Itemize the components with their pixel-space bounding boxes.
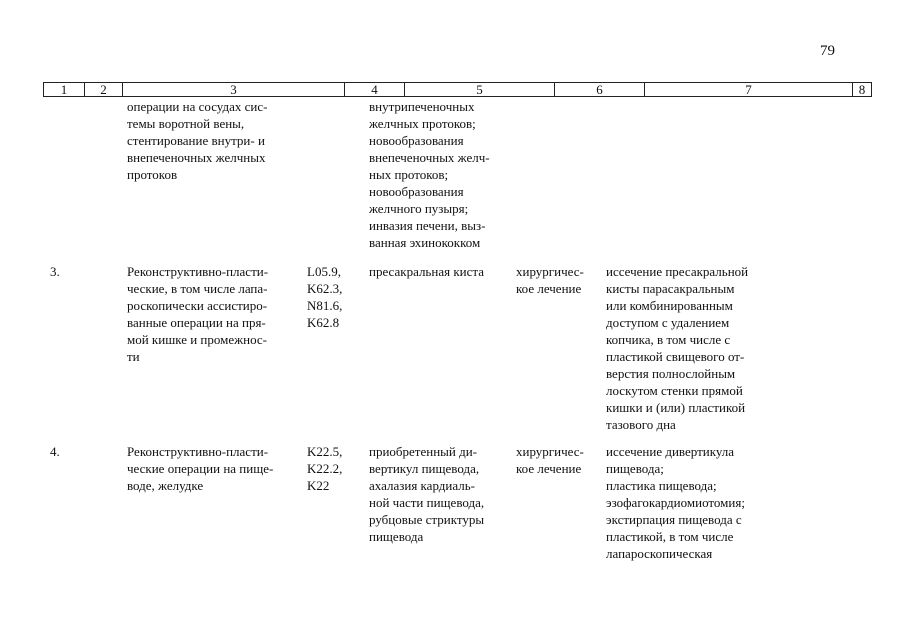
text-line: операции на сосудах сис- xyxy=(127,99,268,114)
header-col-4: 4 xyxy=(345,83,405,96)
row3-col3 xyxy=(127,263,297,365)
text-line: внутрипеченочных xyxy=(369,99,475,114)
text-line: инвазия печени, выз- xyxy=(369,218,486,233)
text-line: воде, желудке xyxy=(127,478,204,493)
text-line: ванные операции на пря- xyxy=(127,315,266,330)
icd-code: N81.6, xyxy=(307,298,343,313)
text-line: роскопически ассистиро- xyxy=(127,298,268,313)
text-line: ванная эхинококком xyxy=(369,235,481,250)
text-line: пластикой, в том числе xyxy=(606,529,734,544)
text-line: ти xyxy=(127,349,140,364)
continuation-col5 xyxy=(369,98,509,251)
icd-code: K22.5, xyxy=(307,444,343,459)
text-line: эзофагокардиомиотомия; xyxy=(606,495,745,510)
text-line: внепеченочных желчных xyxy=(127,150,266,165)
text-line: иссечение дивертикула xyxy=(606,444,735,459)
text-line: протоков xyxy=(127,167,178,182)
icd-code: K22 xyxy=(307,478,330,493)
text-line: лапароскопическая xyxy=(606,546,713,561)
text-line: вертикул пищевода, xyxy=(369,461,480,476)
row4-col5 xyxy=(369,443,509,545)
text-line: кое лечение xyxy=(516,461,582,476)
text-line: кишки и (или) пластикой xyxy=(606,400,746,415)
row4-col3 xyxy=(127,443,297,494)
text-line: верстия полнослойным xyxy=(606,366,736,381)
text-line: желчных протоков; xyxy=(369,116,476,131)
text-line: мой кишке и промежнос- xyxy=(127,332,268,347)
text-line: новообразования xyxy=(369,133,464,148)
text-line: пластикой свищевого от- xyxy=(606,349,745,364)
row4-col7 xyxy=(606,443,776,562)
row3-col6 xyxy=(516,263,584,297)
header-col-7: 7 xyxy=(645,83,853,96)
text-line: или комбинированным xyxy=(606,298,733,313)
text-line: лоскутом стенки прямой xyxy=(606,383,743,398)
text-line: хирургичес- xyxy=(516,264,584,279)
row3-col4 xyxy=(307,263,342,331)
text-line: ахалазия кардиаль- xyxy=(369,478,475,493)
text-line: Реконструктивно-пласти- xyxy=(127,264,269,279)
text-line: доступом с удалением xyxy=(606,315,730,330)
text-line: ческие, в том числе лапа- xyxy=(127,281,268,296)
row3-col5 xyxy=(369,263,484,280)
text-line: Реконструктивно-пласти- xyxy=(127,444,269,459)
icd-code: K62.8 xyxy=(307,315,340,330)
text-line: пластика пищевода; xyxy=(606,478,717,493)
header-col-3: 3 xyxy=(123,83,345,96)
row3-col7 xyxy=(606,263,776,433)
icd-code: L05.9, xyxy=(307,264,341,279)
row4-col6 xyxy=(516,443,584,477)
row-number: 4. xyxy=(50,444,60,459)
text-line: кисты парасакральным xyxy=(606,281,735,296)
row4-col4 xyxy=(307,443,342,494)
text-line: пищевода; xyxy=(606,461,664,476)
text-line: новообразования xyxy=(369,184,464,199)
text-line: хирургичес- xyxy=(516,444,584,459)
text-line: иссечение пресакральной xyxy=(606,264,749,279)
text-line: приобретенный ди- xyxy=(369,444,478,459)
text-line: пищевода xyxy=(369,529,424,544)
text-line: тазового дна xyxy=(606,417,676,432)
continuation-col3 xyxy=(127,98,295,183)
text-line: внепеченочных желч- xyxy=(369,150,490,165)
page-number: 79 xyxy=(820,43,835,59)
icd-code: K22.2, xyxy=(307,461,343,476)
text-line: пресакральная киста xyxy=(369,264,484,279)
row-number: 3. xyxy=(50,264,60,279)
text-line: ных протоков; xyxy=(369,167,449,182)
text-line: экстирпация пищевода с xyxy=(606,512,742,527)
header-col-1: 1 xyxy=(44,83,85,96)
table-header xyxy=(43,82,872,97)
header-col-8: 8 xyxy=(858,82,866,97)
text-line: копчика, в том числе с xyxy=(606,332,731,347)
text-line: темы воротной вены, xyxy=(127,116,245,131)
text-line: рубцовые стриктуры xyxy=(369,512,485,527)
header-col-6: 6 xyxy=(555,83,645,96)
text-line: ческие операции на пище- xyxy=(127,461,274,476)
header-col-2: 2 xyxy=(85,83,123,96)
text-line: стентирование внутри- и xyxy=(127,133,265,148)
text-line: ной части пищевода, xyxy=(369,495,485,510)
icd-code: K62.3, xyxy=(307,281,343,296)
header-col-5: 5 xyxy=(405,83,555,96)
text-line: желчного пузыря; xyxy=(369,201,469,216)
text-line: кое лечение xyxy=(516,281,582,296)
